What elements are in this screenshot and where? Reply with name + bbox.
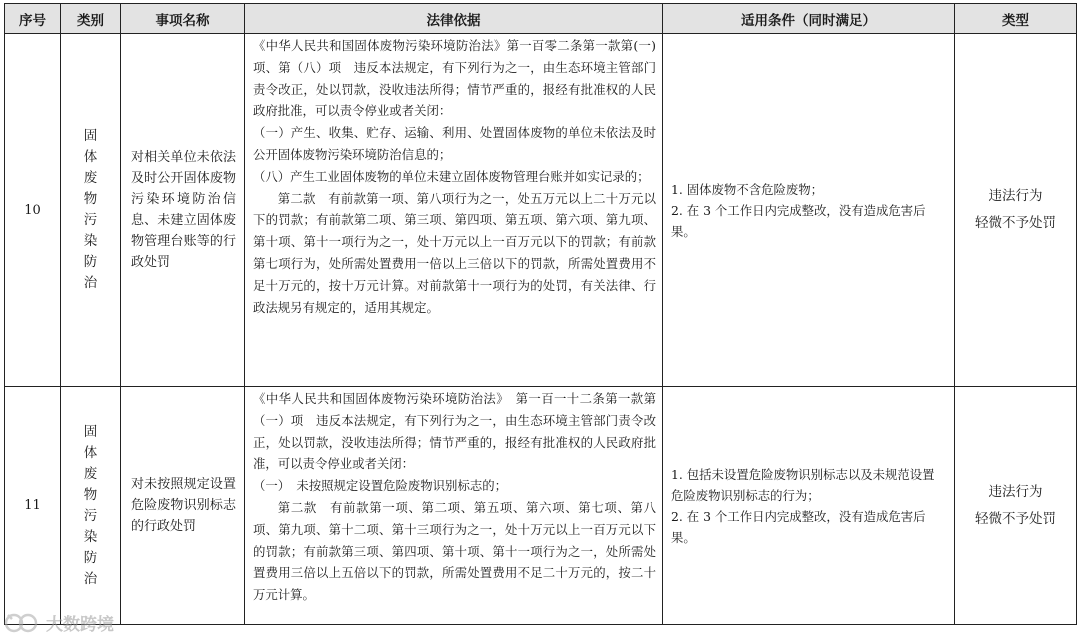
table-header-row xyxy=(5,4,1077,34)
condition-item: 1. 固体废物不含危险废物； xyxy=(671,181,824,197)
row-type xyxy=(955,387,1077,625)
condition-item: 2. 在 3 个工作日内完成整改，没有造成危害后果。 xyxy=(671,202,926,239)
row-serial-number: 10 xyxy=(5,34,61,387)
header-item-name: 事项名称 xyxy=(121,4,245,34)
type-line: 违法行为 xyxy=(988,483,1043,500)
brand-logo-icon xyxy=(4,611,42,635)
row-legal-basis xyxy=(245,34,663,387)
row-type xyxy=(955,34,1077,387)
table-row xyxy=(5,34,1077,387)
law-paragraph: 第二款 有前款第一项、第八项行为之一，处五万元以上二十万元以下的罚款；有前款第二项、第三项、第四项、第五项、第六项、第九项、第十项、第十一项行为之一，处十万元以上一百万元以下的罚款；有前款第七项行为，处所需处置费用一倍以上三倍以下的罚款，所需处置费用不足十万元的，按十万元计算。对前款第十一项行为的处罚，有关法律、行政法规另有规定的，适用其规定。 xyxy=(253,190,656,315)
law-paragraph: （一）产生、收集、贮存、运输、利用、处置固体废物的单位未依法及时公开固体废物污染环境防治信息的； xyxy=(253,125,656,162)
penalty-table xyxy=(4,3,1077,625)
type-line: 轻微不予处罚 xyxy=(975,215,1056,231)
row-conditions xyxy=(663,387,955,625)
row-item-name: 对相关单位未依法及时公开固体废物污染环境防治信息、未建立固体废物管理台账等的行政处罚 xyxy=(131,150,236,270)
row-legal-basis xyxy=(245,387,663,625)
header-serial-number: 序号 xyxy=(5,4,61,34)
header-category: 类别 xyxy=(61,4,121,34)
law-paragraph: （八）产生工业固体废物的单位未建立固体废物管理台账并如实记录的； xyxy=(253,168,650,184)
watermark-text: 大数跨境 xyxy=(46,615,114,635)
law-paragraph: （一） 未按照规定设置危险废物识别标志的； xyxy=(253,478,508,494)
law-paragraph: 《中华人民共和国固体废物污染环境防治法》第一百零二条第一款第(一)项、第（八）项 违反本法规定，有下列行为之一，由生态环境主管部门责令改正，处以罚款，没收违法所得；情节严重的，报经有批准权的人民政府批准，可以责令停业或者关闭： xyxy=(253,38,656,119)
header-conditions: 适用条件（同时满足） xyxy=(663,4,955,34)
type-line: 违法行为 xyxy=(988,188,1043,204)
row-conditions xyxy=(663,34,955,387)
condition-item: 1. 包括未设置危险废物识别标志以及未规范设置危险废物识别标志的行为； xyxy=(671,466,935,503)
row-serial-number: 11 xyxy=(5,387,61,625)
header-legal-basis: 法律依据 xyxy=(245,4,663,34)
condition-item: 2. 在 3 个工作日内完成整改，没有造成危害后果。 xyxy=(671,508,926,545)
table-row xyxy=(5,387,1077,625)
type-line: 轻微不予处罚 xyxy=(975,510,1056,527)
row-category: 固体废物污染防治 xyxy=(83,423,98,587)
row-item-name: 对未按照规定设置危险废物识别标志的行政处罚 xyxy=(131,477,236,534)
law-paragraph: 《中华人民共和国固体废物污染环境防治法》 第一百一十二条第一款第（一）项 违反本法规定，有下列行为之一，由生态环境主管部门责令改正，处以罚款，没收违法所得；情节严重的，报经有批准权的人民政府批准，可以责令停业或者关闭： xyxy=(253,391,656,472)
law-paragraph: 第二款 有前款第一项、第二项、第五项、第六项、第七项、第八项、第九项、第十二项、第十三项行为之一，处十万元以上一百万元以下的罚款；有前款第三项、第四项、第十项、第十一项行为之一，处所需处置费用三倍以上五倍以下的罚款，所需处置费用不足二十万元的，按二十万元计算。 xyxy=(253,499,656,603)
row-category: 固体废物污染防治 xyxy=(83,128,98,291)
watermark xyxy=(4,610,114,635)
header-type: 类型 xyxy=(955,4,1077,34)
